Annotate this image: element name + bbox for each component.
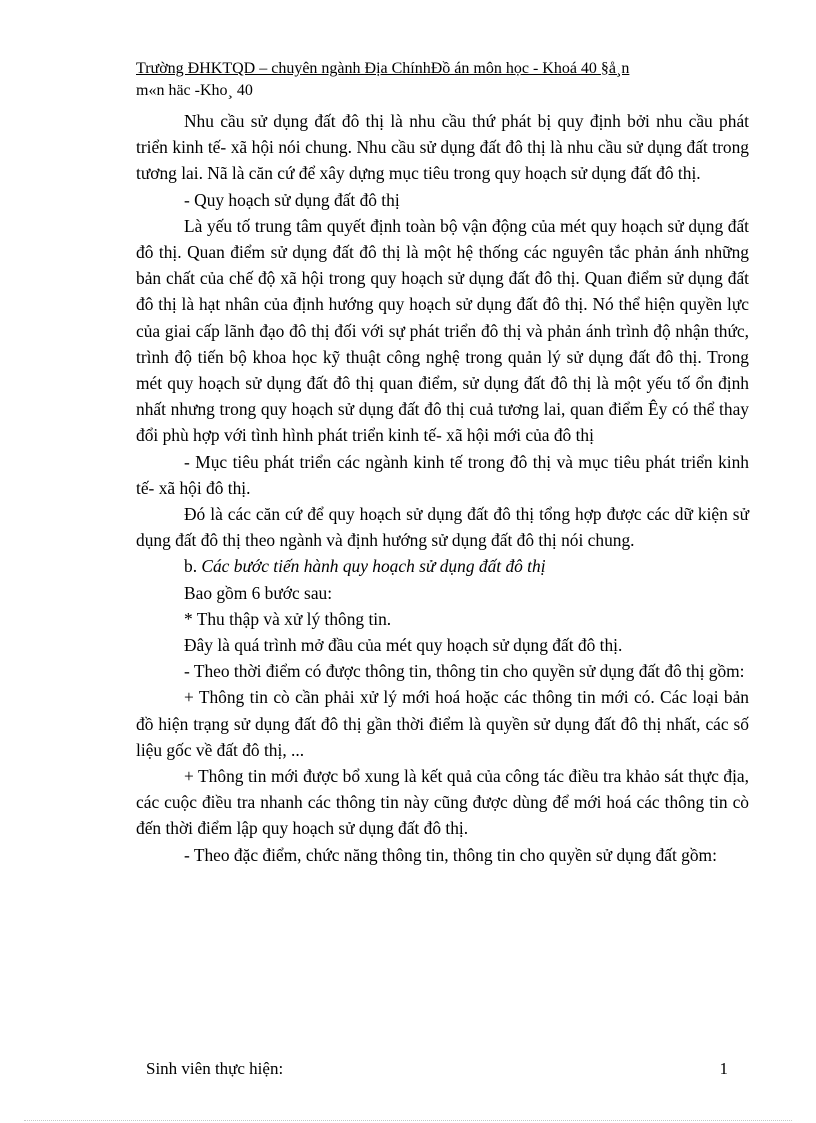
- page-number: 1: [719, 1059, 728, 1078]
- paragraph: Nhu cầu sử dụng đất đô thị là nhu cầu thứ phát bị quy định bởi nhu cầu phát triển kinh tế- xã hội nói chung. Nhu cầu sử dụng đất đô thị là nhu cầu sử dụng đất trong tương lai. Nã là căn cứ để xây dựng mục tiêu trong quy hoạch sử dụng đất đô thị.: [136, 111, 749, 184]
- document-body: [136, 108, 749, 868]
- paragraph: - Mục tiêu phát triển các ngành kinh tế trong đô thị và mục tiêu phát triển kinh tế- xã hội đô thị.: [136, 451, 749, 498]
- page-header: [136, 58, 776, 102]
- header-line-2: m«n häc -Kho¸ 40: [136, 82, 253, 99]
- page-bottom-divider: [24, 1120, 792, 1121]
- paragraph: - Theo thời điểm có được thông tin, thông tin cho quyền sử dụng đất đô thị gồm:: [184, 661, 745, 682]
- paragraph: Là yếu tố trung tâm quyết định toàn bộ vận động của mét quy hoạch sử dụng đất đô thị. Quan điểm sử dụng đất đô thị là một hệ thống các nguyên tắc phản ánh những bản chất của chế độ xã hội trong quy hoạch sử dụng đất đô thị. Quan điểm sử dụng đất đô thị là hạt nhân của định hướng quy hoạch sử dụng đất đô thị. Nó thể hiện quyền lực của giai cấp lãnh đạo đô thị đối với sự phát triển đô thị và phản ánh trình độ nhận thức, trình độ tiến bộ khoa học kỹ thuật công nghệ trong quản lý sử dụng đất đô thị. Trong mét quy hoạch sử dụng đất đô thị quan điểm, sử dụng đất đô thị là một yếu tố ổn định nhất nhưng trong quy hoạch sử dụng đất đô thị cuả tương lai, quan điểm Êy có thể thay đổi phù hợp với tình hình phát triển kinh tế- xã hội mới của đô thị: [136, 215, 749, 446]
- section-heading: [136, 553, 749, 579]
- page-footer: [146, 1058, 728, 1080]
- paragraph: Đó là các căn cứ để quy hoạch sử dụng đất đô thị tổng hợp được các dữ kiện sử dụng đất đô thị theo ngành và định hướng sử dụng đất đô thị nói chung.: [136, 504, 749, 551]
- header-line-1: Trường ĐHKTQD – chuyên ngành Địa ChínhĐồ án môn học - Khoá 40 §å¸n: [136, 60, 630, 77]
- section-heading-prefix: b.: [184, 556, 202, 577]
- paragraph: Bao gồm 6 bước sau:: [184, 582, 333, 603]
- paragraph: + Thông tin mới được bổ xung là kết quả của công tác điều tra khảo sát thực địa, các cuộc điều tra nhanh các thông tin này cũng được dùng để mới hoá các thông tin cò đến thời điểm lập quy hoạch sử dụng đất đô thị.: [136, 766, 749, 839]
- section-heading-title: Các bước tiến hành quy hoạch sử dụng đất đô thị: [201, 556, 546, 577]
- paragraph: + Thông tin cò cần phải xử lý mới hoá hoặc các thông tin mới có. Các loại bản đồ hiện trạng sử dụng đất đô thị gần thời điểm là quyền sử dụng đất đô thị nhất, các số liệu gốc về đất đô thị, ...: [136, 687, 749, 760]
- footer-author-label: Sinh viên thực hiện:: [146, 1059, 284, 1078]
- paragraph: - Quy hoạch sử dụng đất đô thị: [184, 189, 400, 210]
- paragraph: * Thu thập và xử lý thông tin.: [184, 608, 392, 629]
- paragraph: Đây là quá trình mở đầu của mét quy hoạch sử dụng đất đô thị.: [184, 635, 623, 656]
- paragraph: - Theo đặc điểm, chức năng thông tin, thông tin cho quyền sử dụng đất gồm:: [184, 844, 717, 865]
